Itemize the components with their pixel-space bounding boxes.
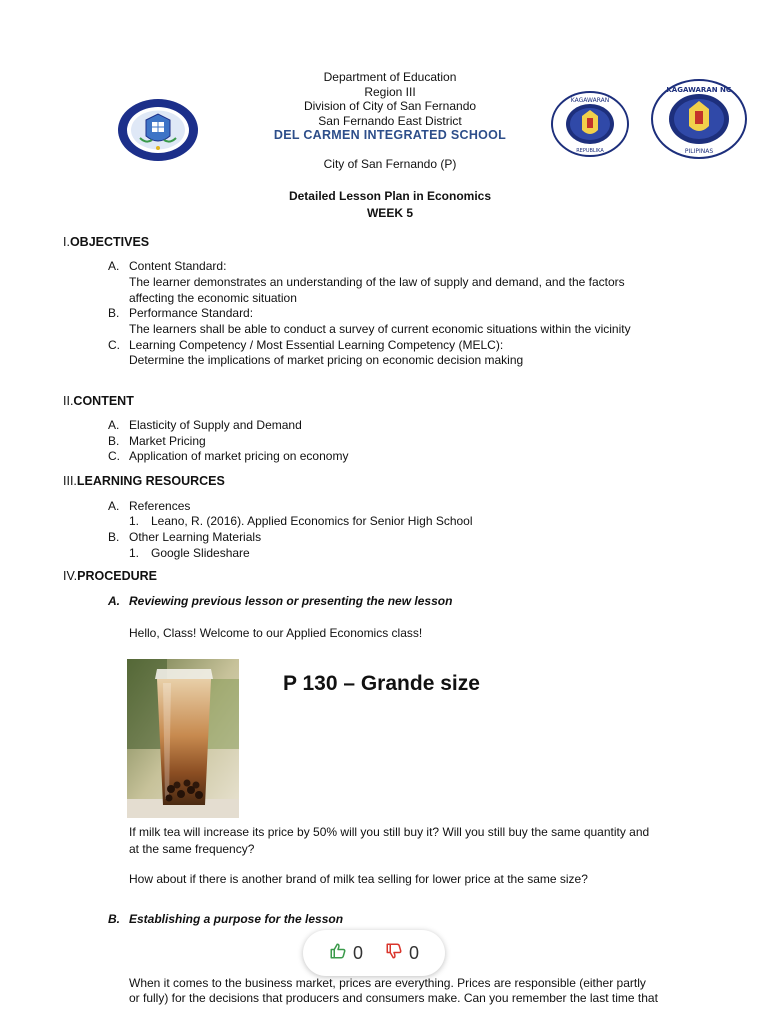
obj-a-text-1: The learner demonstrates an understanding of the law of supply and demand, and the factors [129, 275, 625, 289]
week-label: WEEK 5 [366, 206, 413, 220]
res-b-letter: B. [108, 530, 120, 544]
res-a-sub-text: Leano, R. (2016). Applied Economics for Senior High School [151, 514, 473, 528]
obj-c-letter: C. [108, 338, 120, 352]
content-b-letter: B. [108, 434, 120, 448]
thumbs-up-icon [329, 942, 347, 965]
proc-a-letter: A. [108, 594, 120, 608]
content-numeral: II. [63, 394, 74, 408]
svg-text:PILIPINAS: PILIPINAS [684, 148, 714, 155]
objectives-numeral: I. [63, 235, 70, 249]
dislike-count: 0 [409, 942, 420, 963]
header-division: Division of City of San Fernando [303, 99, 477, 113]
header-department: Department of Education [323, 70, 457, 84]
proc-a-title: Reviewing previous lesson or presenting the new lesson [129, 594, 453, 608]
dislike-button[interactable] [385, 942, 419, 965]
thumbs-down-icon [385, 942, 403, 965]
deped-seal-small [550, 90, 630, 158]
section-objectives [63, 235, 149, 249]
question-2: How about if there is another brand of milk tea selling for lower price at the same size? [129, 872, 588, 886]
deped-seal-large [650, 78, 748, 160]
milk-tea-image [127, 659, 239, 818]
paragraph-line-1: When it comes to the business market, prices are everything. Prices are responsible (either partly [129, 976, 646, 990]
question-1-line-1: If milk tea will increase its price by 50% will you still buy it? Will you still buy the same quantity and [129, 825, 650, 839]
res-b-text: Other Learning Materials [129, 530, 262, 544]
question-1-line-2: at the same frequency? [129, 842, 255, 856]
content-c-letter: C. [108, 449, 120, 463]
res-a-letter: A. [108, 499, 120, 513]
lesson-plan-title: Detailed Lesson Plan in Economics [288, 189, 492, 203]
procedure-title: PROCEDURE [77, 569, 158, 583]
content-b-text: Market Pricing [129, 434, 206, 448]
svg-text:REPUBLIKA: REPUBLIKA [576, 148, 604, 154]
obj-a-text-2: affecting the economic situation [129, 291, 297, 305]
resources-numeral: III. [63, 474, 77, 488]
section-procedure [63, 569, 157, 583]
obj-b-label: Performance Standard: [129, 306, 254, 320]
objectives-title: OBJECTIVES [69, 235, 150, 249]
header-city: City of San Fernando (P) [323, 157, 457, 171]
content-c-text: Application of market pricing on economy [129, 449, 349, 463]
school-name: DEL CARMEN INTEGRATED SCHOOL [273, 128, 507, 142]
res-b-sub-number: 1. [129, 546, 140, 560]
like-count: 0 [352, 942, 363, 963]
res-a-text: References [129, 499, 191, 513]
obj-c-text: Determine the implications of market pricing on economic decision making [129, 353, 524, 367]
greeting-text: Hello, Class! Welcome to our Applied Economics class! [129, 626, 423, 640]
content-title: CONTENT [73, 394, 134, 408]
section-learning-resources [63, 474, 225, 488]
obj-a-label: Content Standard: [129, 259, 227, 273]
header-district: San Fernando East District [318, 114, 462, 128]
like-button[interactable] [329, 942, 363, 965]
obj-a-letter: A. [108, 259, 120, 273]
header-region: Region III [364, 85, 416, 99]
section-content [63, 394, 134, 408]
proc-b-title: Establishing a purpose for the lesson [129, 912, 344, 926]
reaction-bar [303, 930, 445, 976]
res-a-sub-number: 1. [129, 514, 140, 528]
price-label: P 130 – Grande size [283, 672, 480, 695]
obj-c-label: Learning Competency / Most Essential Learning Competency (MELC): [129, 338, 504, 352]
svg-text:KAGAWARAN: KAGAWARAN [570, 97, 610, 104]
obj-b-letter: B. [108, 306, 120, 320]
obj-b-text: The learners shall be able to conduct a survey of current economic situations within the vicinity [129, 322, 631, 336]
paragraph-line-2: or fully) for the decisions that producers and consumers make. Can you remember the last time that [129, 991, 658, 1005]
svg-text:KAGAWARAN NG: KAGAWARAN NG [666, 86, 732, 94]
content-a-text: Elasticity of Supply and Demand [129, 418, 302, 432]
proc-b-letter: B. [108, 912, 120, 926]
res-b-sub-text: Google Slideshare [151, 546, 250, 560]
resources-title: LEARNING RESOURCES [76, 474, 225, 488]
content-a-letter: A. [108, 418, 120, 432]
procedure-numeral: IV. [63, 569, 78, 583]
